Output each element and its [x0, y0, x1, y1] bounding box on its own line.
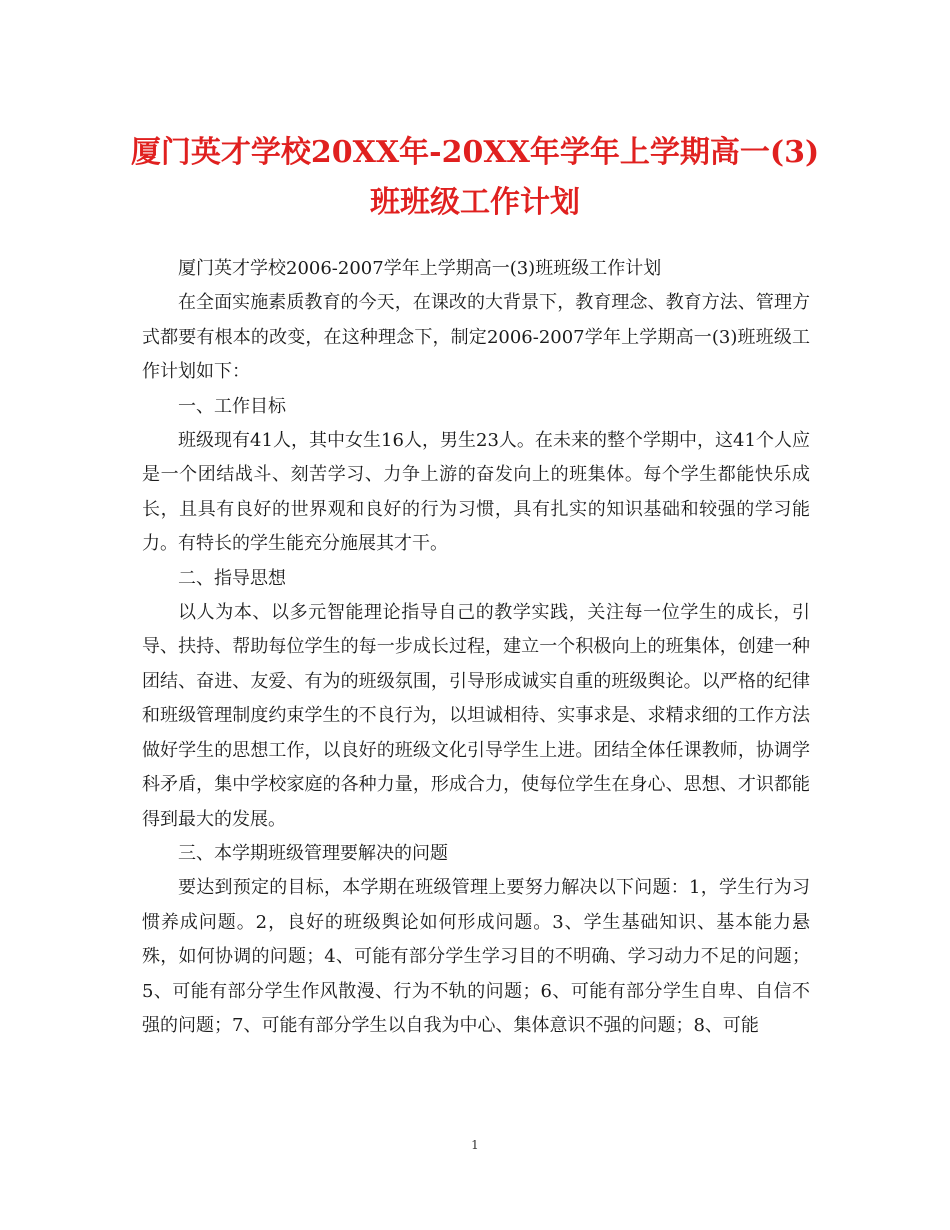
section-heading-goals: 一、工作目标 — [178, 395, 286, 417]
subtitle-paragraph: 厦门英才学校2006-2007学年上学期高一(3)班班级工作计划 — [178, 258, 662, 279]
section-heading-guiding-thought: 二、指导思想 — [178, 567, 286, 589]
document-body — [142, 252, 810, 1043]
document-title: 厦门英才学校20XX年-20XX年学年上学期高一(3)班班级工作计划 — [130, 135, 820, 220]
problems-paragraph: 要达到预定的目标，本学期在班级管理上要努力解决以下问题：1，学生行为习惯养成问题。2，良好的班级舆论如何形成问题。3、学生基础知识、基本能力悬殊，如何协调的问题；4、可能有部分学生学习目的不明确、学习动力不足的问题；5、可能有部分学生作风散漫、行为不轨的问题；6、可能有部分学生自卑、自信不强的问题；7、可能有部分学生以自我为中心、集体意识不强的问题；8、可能 — [142, 877, 810, 1036]
section-heading-problems: 三、本学期班级管理要解决的问题 — [178, 842, 448, 864]
page-number: 1 — [471, 1138, 479, 1152]
intro-paragraph: 在全面实施素质教育的今天，在课改的大背景下，教育理念、教育方法、管理方式都要有根本的改变，在这种理念下，制定2006-2007学年上学期高一(3)班班级工作计划如下： — [142, 292, 810, 383]
goals-paragraph: 班级现有41人，其中女生16人，男生23人。在未来的整个学期中，这41个人应是一个团结战斗、刻苦学习、力争上游的奋发向上的班集体。每个学生都能快乐成长，且具有良好的世界观和良好的行为习惯，具有扎实的知识基础和较强的学习能力。有特长的学生能充分施展其才干。 — [142, 430, 810, 555]
guiding-thought-paragraph: 以人为本、以多元智能理论指导自己的教学实践，关注每一位学生的成长，引导、扶持、帮助每位学生的每一步成长过程，建立一个积极向上的班集体，创建一种团结、奋进、友爱、有为的班级氛围，引导形成诚实自重的班级舆论。以严格的纪律和班级管理制度约束学生的不良行为，以坦诚相待、实事求是、求精求细的工作方法做好学生的思想工作，以良好的班级文化引导学生上进。团结全体任课教师，协调学科矛盾，集中学校家庭的各种力量，形成合力，使每位学生在身心、思想、才识都能得到最大的发展。 — [142, 602, 810, 830]
